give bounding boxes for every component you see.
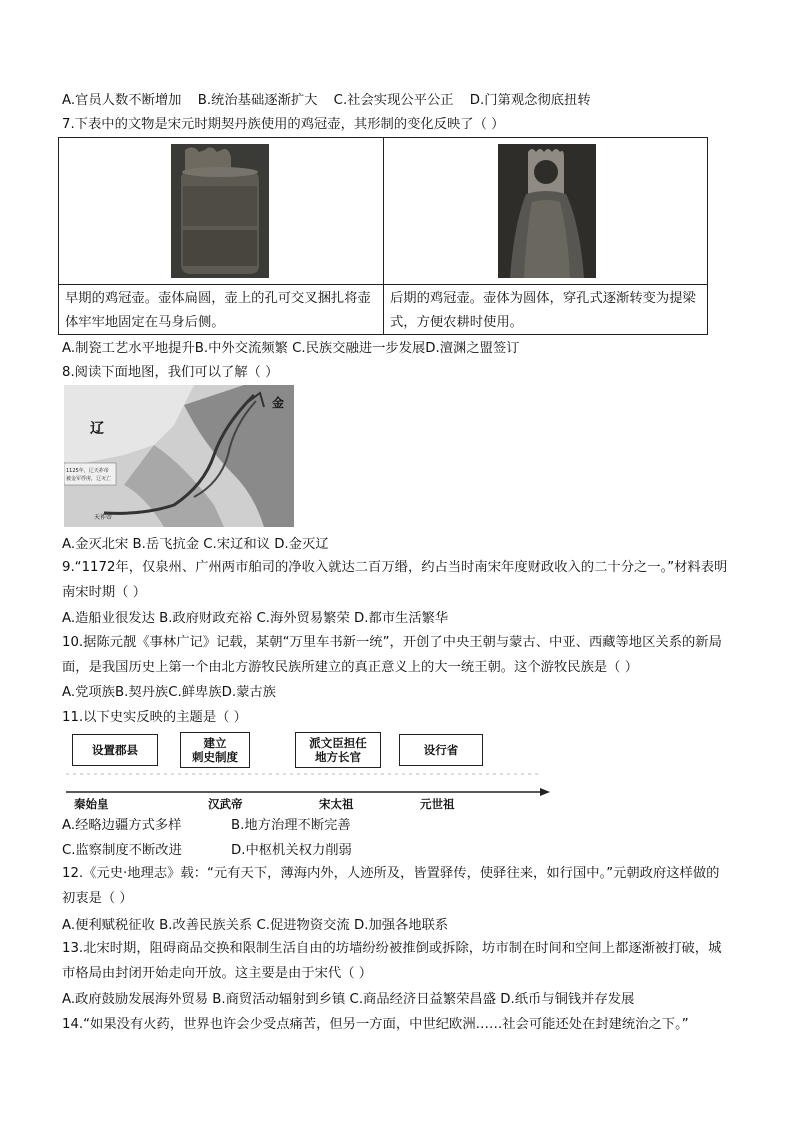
q8-stem: 8.阅读下面地图，我们可以了解（ ） <box>62 365 279 380</box>
q6-option-b[interactable]: B.统治基础逐渐扩大 <box>197 93 318 108</box>
label-qin-shihuang: 秦始皇 <box>74 797 109 811</box>
box-civil-officials: 派文臣担任 地方长官 <box>295 732 381 768</box>
q9-options[interactable]: A.造船业很发达 B.政府财政充裕 C.海外贸易繁荣 D.都市生活繁华 <box>62 611 449 626</box>
map-note-1: 1125年，辽天祚帝 <box>66 468 109 474</box>
q7-left-cell <box>59 138 383 334</box>
q6-option-a[interactable]: A.官员人数不断增加 <box>62 93 182 108</box>
q6-option-c[interactable]: C.社会实现公平公正 <box>333 93 454 108</box>
map-label-liao: 辽 <box>90 421 104 437</box>
q11-option-b[interactable]: B.地方治理不断完善 <box>231 818 351 833</box>
map-label-jin: 金 <box>272 396 285 410</box>
q7-stem: 7.下表中的文物是宋元时期契丹族使用的鸡冠壶，其形制的变化反映了（ ） <box>62 117 505 132</box>
q7-table <box>58 137 708 335</box>
late-pot-caption: 后期的鸡冠壶。壶体为圆体，穿孔式逐渐转变为提梁式，方便农耕时使用。 <box>384 284 708 334</box>
q12-stem: 12.《元史·地理志》载：“元有天下，薄海内外，人迹所及，皆置驿传，使驿往来，如行国中。”元朝政府这样做的初衷是（ ） <box>62 866 720 906</box>
box-commandery-county: 设置郡县 <box>72 734 158 766</box>
liao-jin-war-map <box>64 385 294 527</box>
q10-stem: 10.据陈元靓《事林广记》记载，某朝“万里车书新一统”，开创了中央王朝与蒙古、中亚、西藏等地区关系的新局面，是我国历史上第一个由北方游牧民族所建立的真正意义上的大一统王朝。这个游牧民族是（ ） <box>62 635 722 675</box>
q6-options <box>62 92 603 110</box>
q11-stem: 11.以下史实反映的主题是（ ） <box>62 710 247 725</box>
q12-options[interactable]: A.便利赋税征收 B.改善民族关系 C.促进物资交流 D.加强各地联系 <box>62 918 449 933</box>
q10-options[interactable]: A.党项族B.契丹族C.鲜卑族D.蒙古族 <box>62 685 276 700</box>
box-provinces: 设行省 <box>399 734 483 766</box>
q9-stem: 9.“1172年，仅泉州、广州两市舶司的净收入就达二百万缗，约占当时南宋年度财政收入的二十分之一。”材料表明南宋时期（ ） <box>62 560 728 600</box>
q11-option-a[interactable]: A.经略边疆方式多样 <box>62 818 182 833</box>
early-pot-caption: 早期的鸡冠壶。壶体扁圆，壶上的孔可交叉捆扎将壶体牢牢地固定在马身后侧。 <box>59 284 383 334</box>
box-inspector-system: 建立 刺史制度 <box>180 732 250 768</box>
late-cockscomb-pot-image <box>498 144 596 278</box>
q7-options[interactable]: A.制瓷工艺水平地提升B.中外交流频繁 C.民族交融进一步发展D.澶渊之盟签订 <box>62 341 520 356</box>
q11-timeline <box>62 730 552 810</box>
q8-options[interactable]: A.金灭北宋 B.岳飞抗金 C.宋辽和议 D.金灭辽 <box>62 537 329 552</box>
label-yuan-shizu: 元世祖 <box>420 797 455 811</box>
q11-option-c[interactable]: C.监察制度不断改进 <box>62 843 182 858</box>
label-song-taizu: 宋太祖 <box>319 797 354 811</box>
q14-stem: 14.“如果没有火药，世界也许会少受点痛苦，但另一方面，中世纪欧洲……社会可能还处在封建统治之下。” <box>62 1017 689 1032</box>
map-note-2: 被金军俘虏，辽灭亡 <box>66 476 112 482</box>
map-note-3: 天祚帝 <box>94 514 113 521</box>
early-cockscomb-pot-image <box>171 144 269 278</box>
q7-right-cell <box>383 138 708 334</box>
q13-options[interactable]: A.政府鼓励发展海外贸易 B.商贸活动辐射到乡镇 C.商品经济日益繁荣昌盛 D.纸币与铜钱并存发展 <box>62 992 635 1007</box>
q11-option-d[interactable]: D.中枢机关权力削弱 <box>231 843 352 858</box>
q13-stem: 13.北宋时期，阻碍商品交换和限制生活自由的坊墙纷纷被推倒或拆除，坊市制在时间和空间上都逐渐被打破，城市格局由封闭开始走向开放。这主要是由于宋代（ ） <box>62 941 722 981</box>
q6-option-d[interactable]: D.门第观念彻底扭转 <box>469 93 591 108</box>
label-han-wudi: 汉武帝 <box>208 797 243 811</box>
